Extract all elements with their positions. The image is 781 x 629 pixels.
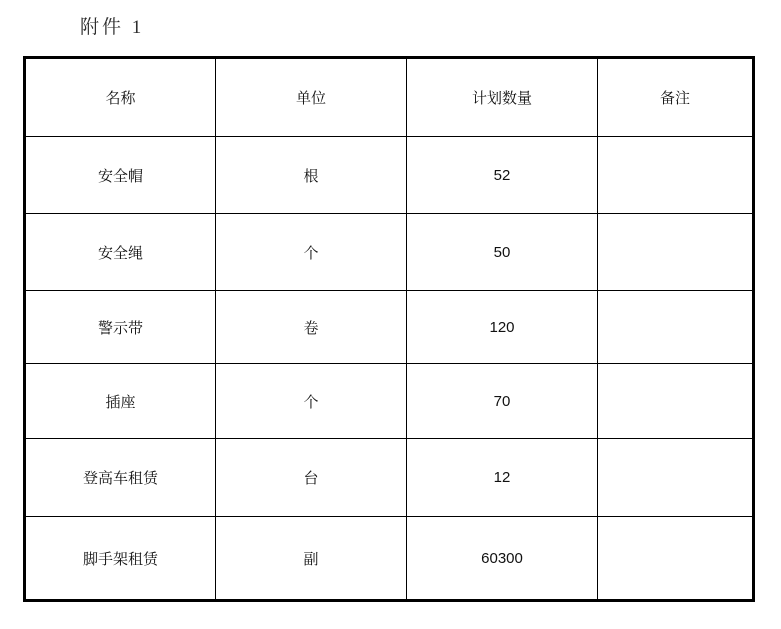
header-note: 备注 xyxy=(598,58,754,137)
cell-unit: 个 xyxy=(216,364,407,439)
table-row xyxy=(25,214,754,291)
cell-unit: 根 xyxy=(216,137,407,214)
materials-plan-table xyxy=(23,56,755,602)
table-row xyxy=(25,364,754,439)
table-row xyxy=(25,517,754,601)
cell-note xyxy=(598,439,754,517)
header-unit: 单位 xyxy=(216,58,407,137)
table-row xyxy=(25,439,754,517)
cell-quantity: 52 xyxy=(407,137,598,214)
cell-name: 登高车租赁 xyxy=(25,439,216,517)
cell-unit: 台 xyxy=(216,439,407,517)
table-header-row xyxy=(25,58,754,137)
cell-note xyxy=(598,364,754,439)
cell-unit: 卷 xyxy=(216,291,407,364)
table-row xyxy=(25,291,754,364)
cell-note xyxy=(598,517,754,601)
header-name: 名称 xyxy=(25,58,216,137)
cell-name: 插座 xyxy=(25,364,216,439)
header-quantity: 计划数量 xyxy=(407,58,598,137)
cell-name: 脚手架租赁 xyxy=(25,517,216,601)
cell-quantity: 70 xyxy=(407,364,598,439)
cell-quantity: 50 xyxy=(407,214,598,291)
cell-unit: 副 xyxy=(216,517,407,601)
cell-quantity: 120 xyxy=(407,291,598,364)
cell-note xyxy=(598,214,754,291)
cell-note xyxy=(598,291,754,364)
cell-name: 安全帽 xyxy=(25,137,216,214)
cell-name: 警示带 xyxy=(25,291,216,364)
cell-quantity: 12 xyxy=(407,439,598,517)
attachment-title: 附件 1 xyxy=(80,17,145,38)
table-row xyxy=(25,137,754,214)
cell-quantity: 60300 xyxy=(407,517,598,601)
cell-note xyxy=(598,137,754,214)
cell-unit: 个 xyxy=(216,214,407,291)
cell-name: 安全绳 xyxy=(25,214,216,291)
